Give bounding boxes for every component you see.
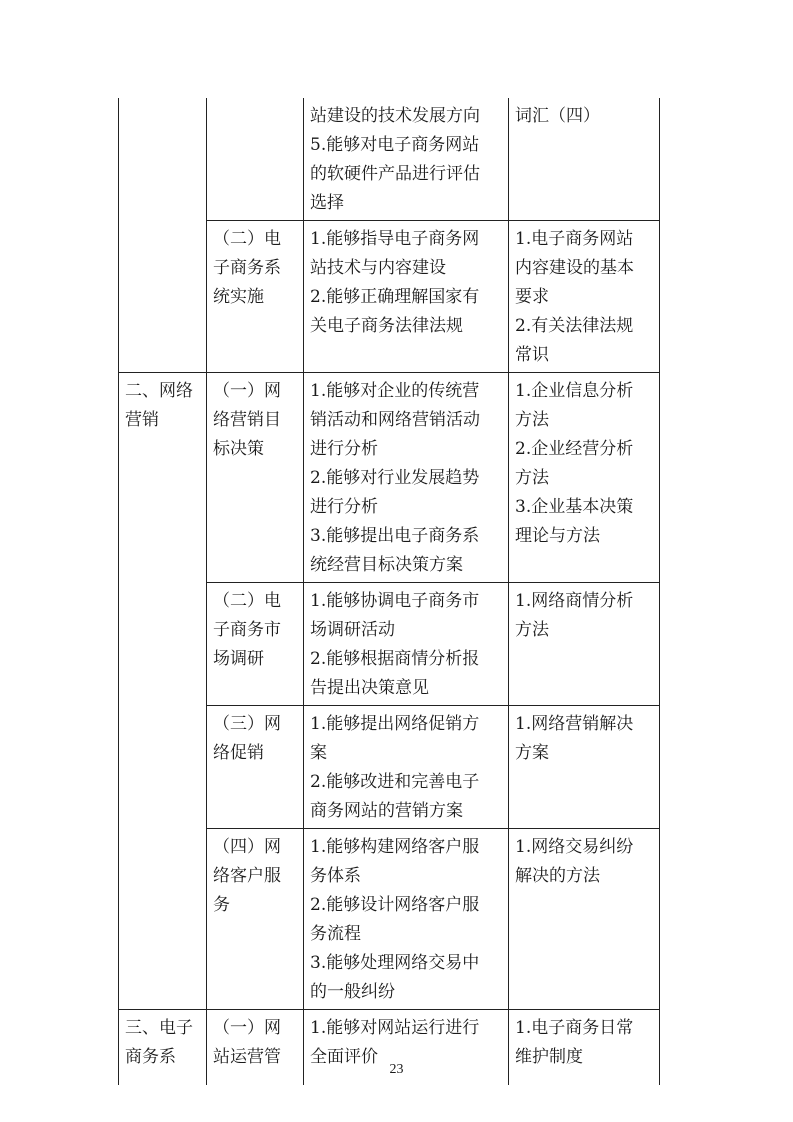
skills-cell: 1.能够构建网络客户服 务体系 2.能够设计网络客户服 务流程 3.能够处理网络交易中 的一般纠纷 [304,829,509,1010]
knowledge-cell: 1.网络商情分析 方法 [509,583,660,706]
sub-item-cell: （二）电 子商务系 统实施 [207,221,304,373]
category-cell: 三、电子 商务系 [119,1010,207,1085]
page-number: 23 [389,1062,404,1077]
knowledge-cell: 1.电子商务日常 维护制度 [509,1010,660,1085]
knowledge-cell: 1.网络营销解决 方案 [509,706,660,829]
sub-item-cell: （三）网 络促销 [207,706,304,829]
skills-cell: 站建设的技术发展方向 5.能够对电子商务网站 的软硬件产品进行评估 选择 [304,98,509,221]
category-cell: 二、网络 营销 [119,373,207,1010]
sub-item-cell: （二）电 子商务市 场调研 [207,583,304,706]
category-cell [119,98,207,373]
skills-cell: 1.能够协调电子商务市 场调研活动 2.能够根据商情分析报 告提出决策意见 [304,583,509,706]
knowledge-cell: 词汇（四） [509,98,660,221]
sub-item-cell: （四）网 络客户服 务 [207,829,304,1010]
table-row [119,373,660,583]
sub-item-cell: （一）网 络营销目 标决策 [207,373,304,583]
knowledge-cell: 1.电子商务网站 内容建设的基本 要求 2.有关法律法规 常识 [509,221,660,373]
sub-item-cell [207,98,304,221]
skills-cell: 1.能够指导电子商务网 站技术与内容建设 2.能够正确理解国家有 关电子商务法律法规 [304,221,509,373]
table-row [119,98,660,221]
sub-item-cell: （一）网 站运营管 [207,1010,304,1085]
skills-cell: 1.能够对企业的传统营 销活动和网络营销活动 进行分析 2.能够对行业发展趋势 进行分析 3.能够提出电子商务系 统经营目标决策方案 [304,373,509,583]
knowledge-cell: 1.网络交易纠纷 解决的方法 [509,829,660,1010]
skills-table [118,98,660,1085]
skills-cell: 1.能够提出网络促销方 案 2.能够改进和完善电子 商务网站的营销方案 [304,706,509,829]
knowledge-cell: 1.企业信息分析 方法 2.企业经营分析 方法 3.企业基本决策 理论与方法 [509,373,660,583]
skills-cell: 1.能够对网站运行进行 全面评价 [304,1010,509,1085]
